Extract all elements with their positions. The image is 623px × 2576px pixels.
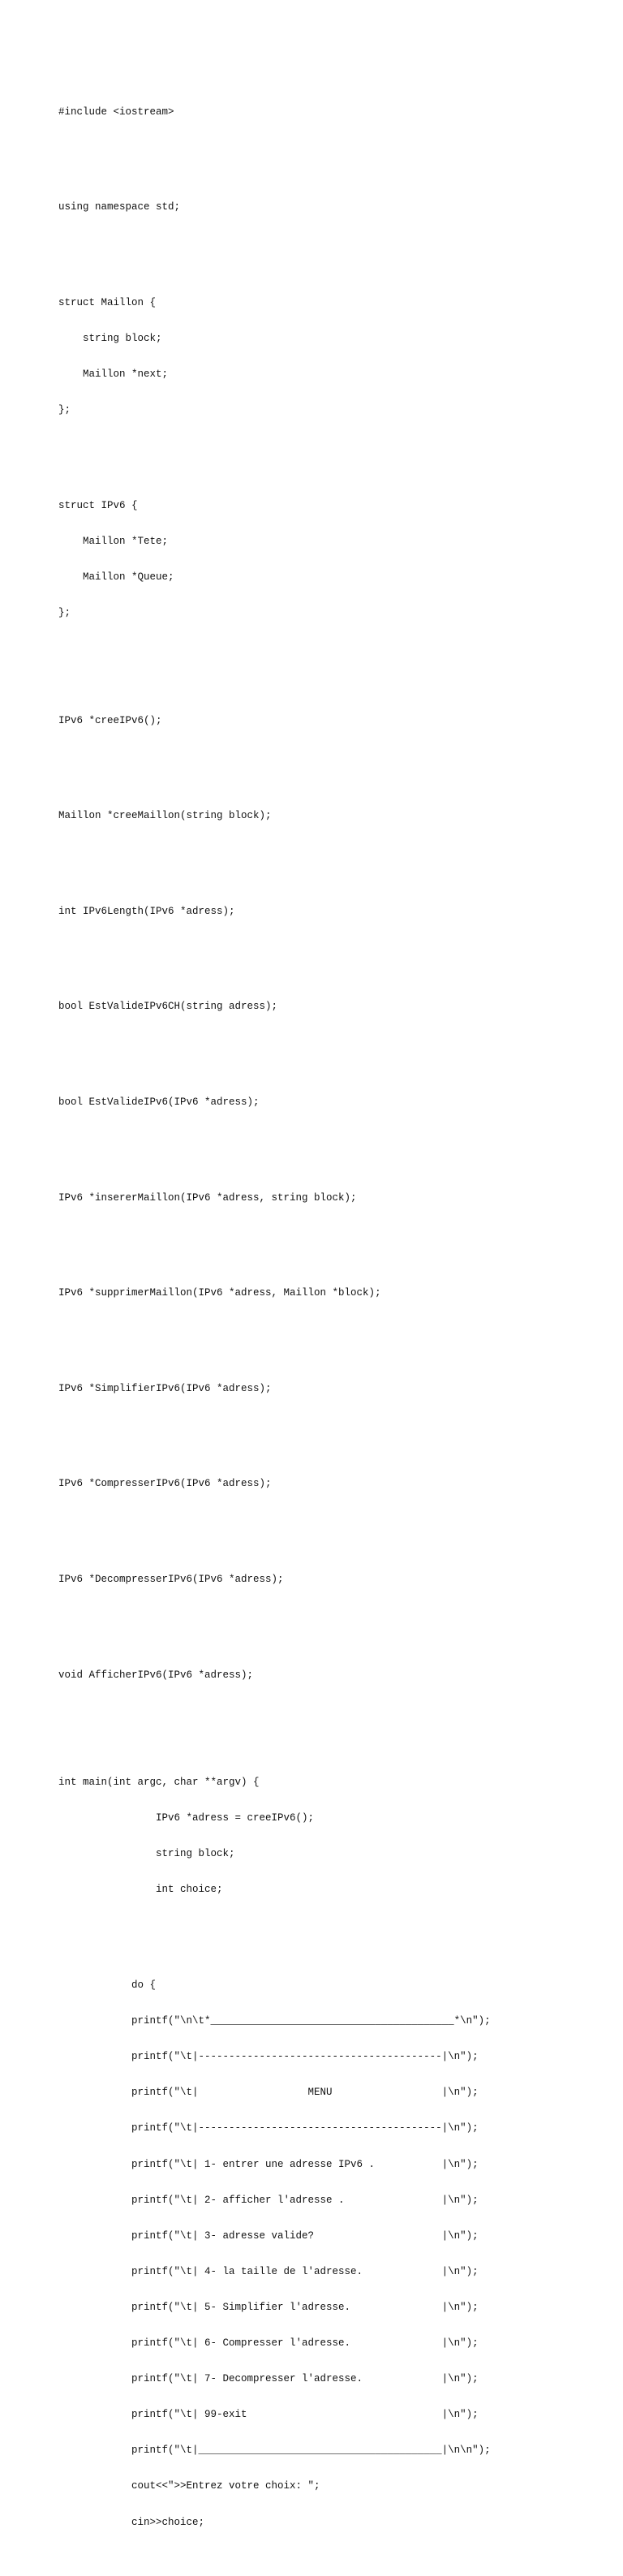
code-line: printf("\t| 3- adresse valide? |\n"); (58, 2229, 479, 2242)
block-proto-ipv6length (58, 881, 491, 941)
code-listing (58, 58, 491, 2576)
code-line: string block; (58, 333, 162, 345)
code-line: bool EstValideIPv6CH(string adress); (58, 1001, 278, 1013)
code-line: }; (58, 607, 71, 619)
code-line: IPv6 *supprimerMaillon(IPv6 *adress, Maillon *block); (58, 1287, 381, 1299)
block-proto-compresseripv6 (58, 1454, 491, 1514)
block-proto-decompresseripv6 (58, 1550, 491, 1610)
code-line: int IPv6Length(IPv6 *adress); (58, 905, 235, 917)
code-line: printf("\t|----------------------------------------|\n"); (58, 2051, 479, 2063)
code-line: Maillon *creeMaillon(string block); (58, 810, 272, 822)
code-line: IPv6 *insererMaillon(IPv6 *adress, string block); (58, 1191, 357, 1204)
code-line: string block; (58, 1848, 235, 1860)
block-proto-simplifieripv6 (58, 1359, 491, 1419)
block-proto-estvalideipv6 (58, 1073, 491, 1133)
code-line: cin>>choice; (58, 2516, 205, 2528)
code-line: printf("\t| 6- Compresser l'adresse. |\n"); (58, 2337, 479, 2350)
code-line: printf("\t| 7- Decompresser l'adresse. |\n"); (58, 2373, 479, 2385)
code-line: IPv6 *adress = creeIPv6(); (58, 1812, 315, 1824)
block-proto-inserermaillon (58, 1168, 491, 1228)
code-line: printf("\t| 4- la taille de l'adresse. |\n"); (58, 2265, 479, 2277)
code-line: using namespace std; (58, 201, 181, 213)
block-include (58, 82, 491, 142)
block-proto-creemaillon (58, 786, 491, 846)
code-line: printf("\t|________________________________________|\n\n"); (58, 2445, 491, 2457)
block-proto-estvalideipv6ch (58, 977, 491, 1037)
code-line: IPv6 *CompresserIPv6(IPv6 *adress); (58, 1478, 272, 1490)
code-line: int main(int argc, char **argv) { (58, 1777, 260, 1789)
code-line: }; (58, 404, 71, 416)
block-proto-creeipv6 (58, 691, 491, 751)
code-line: do { (58, 1979, 157, 1991)
code-line: printf("\t| 2- afficher l'adresse . |\n"); (58, 2194, 479, 2206)
code-line: bool EstValideIPv6(IPv6 *adress); (58, 1096, 260, 1109)
block-menu-loop (58, 1956, 491, 2552)
code-line: printf("\t| 5- Simplifier l'adresse. |\n"); (58, 2301, 479, 2313)
block-proto-afficheripv6 (58, 1645, 491, 1705)
code-line: void AfficherIPv6(IPv6 *adress); (58, 1669, 254, 1681)
code-line: printf("\t|----------------------------------------|\n"); (58, 2122, 479, 2134)
code-line: printf("\t| 1- entrer une adresse IPv6 . |\n"); (58, 2158, 479, 2170)
code-line: int choice; (58, 1884, 223, 1896)
code-line: IPv6 *creeIPv6(); (58, 714, 162, 726)
block-struct-maillon (58, 274, 491, 441)
code-line: struct Maillon { (58, 297, 157, 309)
code-line: printf("\n\t*________________________________________*\n"); (58, 2015, 491, 2027)
block-main-header (58, 1753, 491, 1920)
code-line: printf("\t| MENU |\n"); (58, 2087, 479, 2099)
code-line: Maillon *Tete; (58, 536, 169, 548)
block-using (58, 178, 491, 238)
code-line: IPv6 *SimplifierIPv6(IPv6 *adress); (58, 1382, 272, 1394)
code-line: printf("\t| 99-exit |\n"); (58, 2409, 479, 2421)
code-line: struct IPv6 { (58, 499, 138, 511)
code-line: #include <iostream> (58, 106, 174, 118)
code-line: Maillon *Queue; (58, 571, 174, 584)
code-line: cout<<">>Entrez votre choix: "; (58, 2480, 320, 2492)
code-line: IPv6 *DecompresserIPv6(IPv6 *adress); (58, 1574, 284, 1586)
block-proto-supprimermaillon (58, 1264, 491, 1324)
code-line: Maillon *next; (58, 368, 169, 381)
block-struct-ipv6 (58, 476, 491, 644)
